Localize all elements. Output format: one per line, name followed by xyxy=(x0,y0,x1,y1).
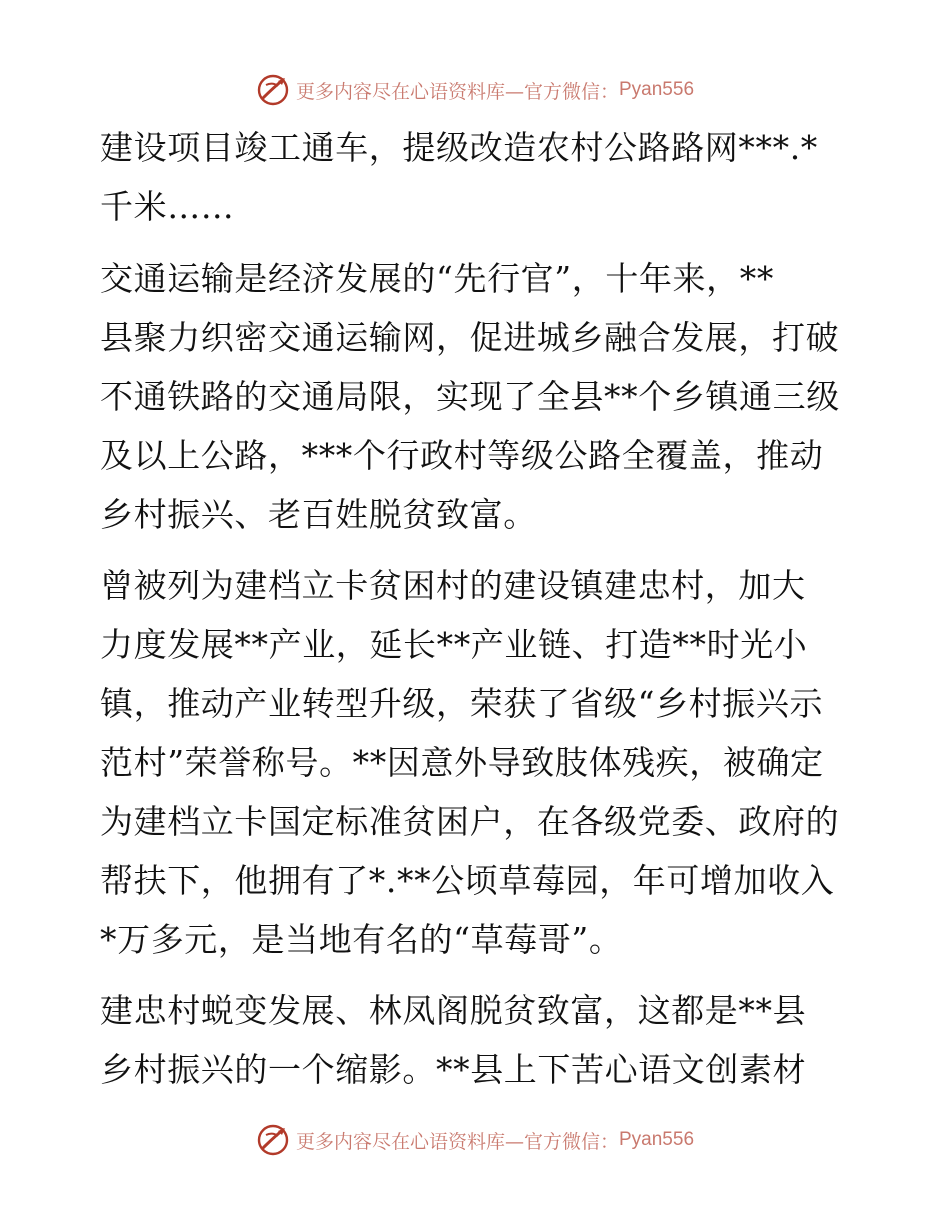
text-line: 县聚力织密交通运输网，促进城乡融合发展，打破 xyxy=(100,318,840,357)
text-line: 千米…… xyxy=(100,187,235,226)
text-line: 乡村振兴的一个缩影。**县上下苦心语文创素材 xyxy=(100,1050,807,1089)
watermark-contact: Pyan556 xyxy=(619,1129,695,1150)
watermark-logo-icon xyxy=(256,1123,290,1157)
text-line: 曾被列为建档立卡贫困村的建设镇建忠村，加大 xyxy=(100,566,806,605)
text-line: 范村”荣誉称号。**因意外导致肢体残疾，被确定 xyxy=(100,743,824,782)
text-line: 乡村振兴、老百姓脱贫致富。 xyxy=(100,495,537,534)
text-line: 不通铁路的交通局限，实现了全县**个乡镇通三级 xyxy=(100,377,840,416)
watermark-text: 更多内容尽在心语资料库—官方微信： xyxy=(295,80,619,103)
text-line: 及以上公路，***个行政村等级公路全覆盖，推动 xyxy=(100,436,824,475)
text-line: 镇，推动产业转型升级，荣获了省级“乡村振兴示 xyxy=(100,684,824,723)
header-watermark xyxy=(0,70,950,110)
text-line: 交通运输是经济发展的“先行官”，十年来，** xyxy=(100,259,774,298)
text-line: 建忠村蜕变发展、林凤阁脱贫致富，这都是**县 xyxy=(100,991,807,1030)
text-line: 为建档立卡国定标准贫困户，在各级党委、政府的 xyxy=(100,802,840,841)
watermark-logo-icon xyxy=(256,73,290,107)
text-line: 帮扶下，他拥有了*.**公顷草莓园，年可增加收入 xyxy=(100,861,835,900)
text-line: *万多元，是当地有名的“草莓哥”。 xyxy=(100,920,623,959)
text-line: 力度发展**产业，延长**产业链、打造**时光小 xyxy=(100,625,808,664)
footer-watermark xyxy=(0,1120,950,1160)
watermark-text: 更多内容尽在心语资料库—官方微信： xyxy=(295,1130,619,1153)
watermark-contact: Pyan556 xyxy=(619,79,695,100)
text-line: 建设项目竣工通车，提级改造农村公路路网***.* xyxy=(100,128,818,167)
